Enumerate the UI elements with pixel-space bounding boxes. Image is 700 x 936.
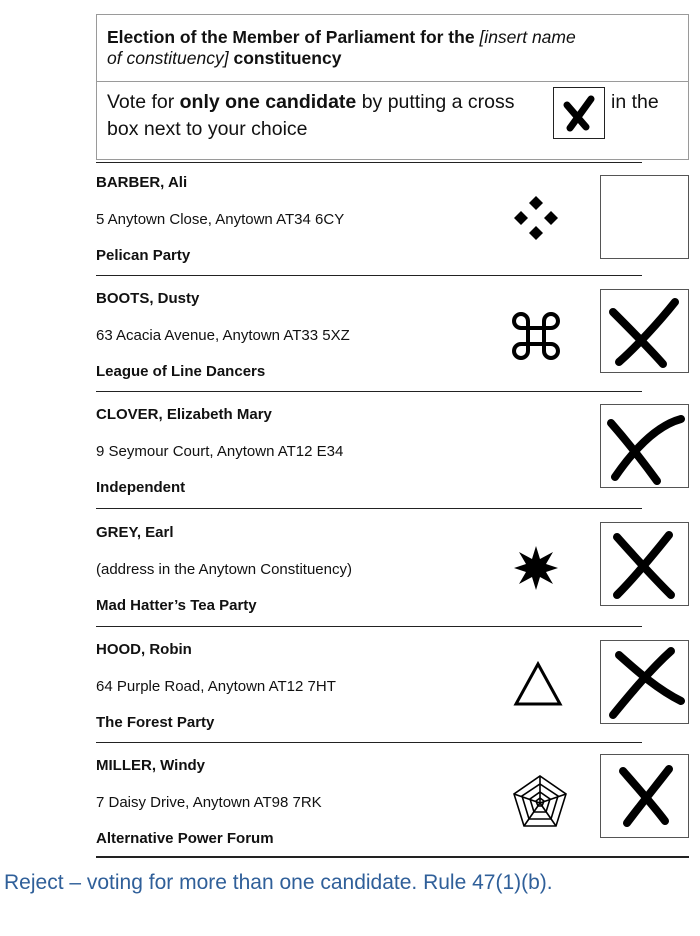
candidate-address: (address in the Anytown Constituency)	[96, 561, 352, 578]
row-divider	[96, 508, 642, 509]
candidate-party: Mad Hatter’s Tea Party	[96, 597, 257, 614]
vote-box[interactable]	[600, 289, 689, 373]
example-cross-box	[553, 87, 605, 139]
four-diamonds-icon	[508, 190, 564, 246]
vote-box[interactable]	[600, 754, 689, 838]
cross-mark-icon	[601, 405, 688, 487]
cross-mark-icon	[601, 641, 688, 723]
candidate-address: 7 Daisy Drive, Anytown AT98 7RK	[96, 794, 322, 811]
candidate-name: GREY, Earl	[96, 524, 174, 541]
cross-mark-icon	[601, 290, 688, 372]
row-divider	[96, 391, 642, 392]
instruction-tail: in the	[611, 91, 659, 113]
spider-web-icon	[508, 772, 564, 828]
vote-box[interactable]	[600, 522, 689, 606]
candidate-address: 64 Purple Road, Anytown AT12 7HT	[96, 678, 336, 695]
candidate-address: 9 Seymour Court, Anytown AT12 E34	[96, 443, 344, 460]
vote-box[interactable]	[600, 404, 689, 488]
candidate-party: Independent	[96, 479, 186, 496]
candidate-address: 5 Anytown Close, Anytown AT34 6CY	[96, 211, 345, 228]
rejection-note: Reject – voting for more than one candidate. Rule 47(1)(b).	[4, 871, 553, 894]
candidate-address: 63 Acacia Avenue, Anytown AT33 5XZ	[96, 327, 350, 344]
vote-box[interactable]	[600, 640, 689, 724]
candidate-party: The Forest Party	[96, 714, 215, 731]
eight-point-star-icon	[508, 540, 564, 596]
cross-mark-icon	[601, 523, 688, 605]
ballot-title: Election of the Member of Parliament for the [insert name of constituency] constituency	[107, 27, 576, 68]
candidate-party: Pelican Party	[96, 247, 191, 264]
candidate-name: BOOTS, Dusty	[96, 290, 200, 307]
triangle-outline-icon	[510, 656, 566, 712]
candidate-party: League of Line Dancers	[96, 363, 266, 380]
row-divider	[96, 742, 642, 743]
command-key-icon	[508, 308, 564, 364]
example-cross-icon	[554, 88, 603, 137]
candidate-name: MILLER, Windy	[96, 757, 206, 774]
ballot-bottom-rule	[96, 856, 689, 858]
row-divider	[96, 626, 642, 627]
row-divider	[96, 162, 642, 163]
candidate-name: CLOVER, Elizabeth Mary	[96, 406, 272, 423]
cross-mark-icon	[601, 755, 688, 837]
header-divider	[97, 81, 688, 82]
ballot-header	[96, 14, 689, 160]
voting-instruction: Vote for only one candidate by putting a cross box next to your choice	[107, 91, 515, 140]
candidate-name: BARBER, Ali	[96, 174, 188, 191]
candidate-name: HOOD, Robin	[96, 641, 192, 658]
row-divider	[96, 275, 642, 276]
candidate-party: Alternative Power Forum	[96, 830, 274, 847]
vote-box[interactable]	[600, 175, 689, 259]
